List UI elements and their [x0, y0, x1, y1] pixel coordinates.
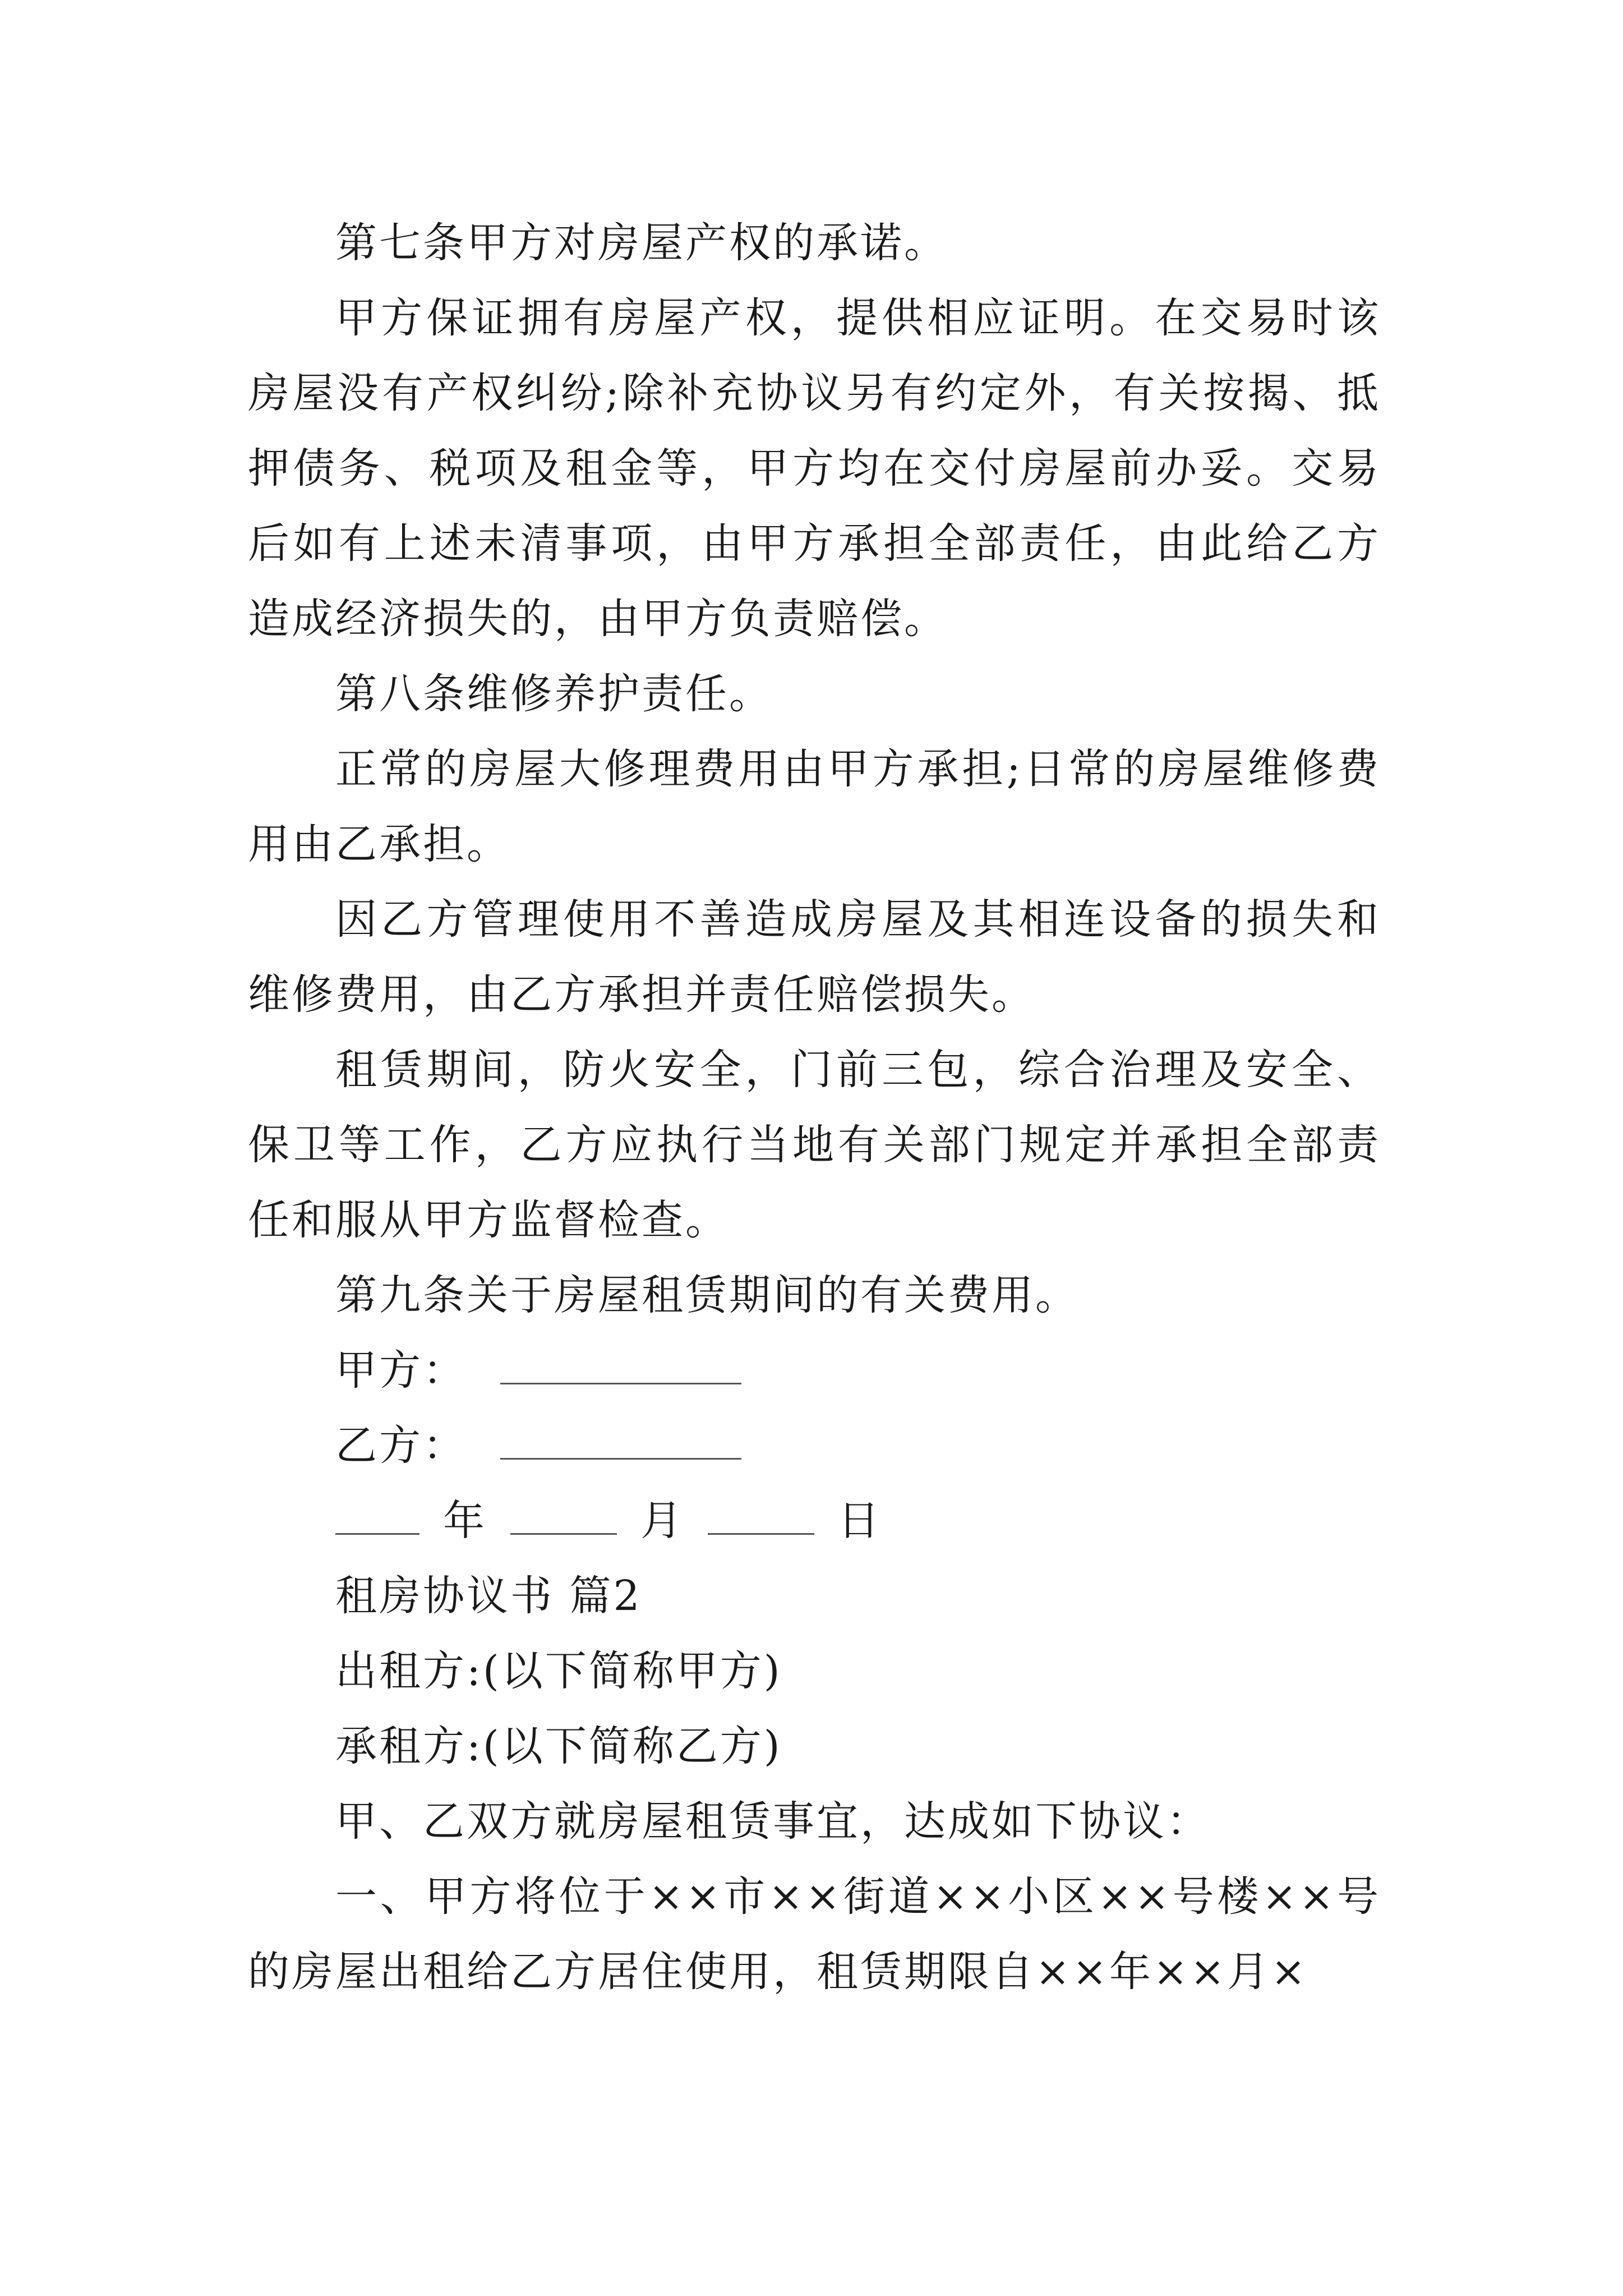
day-blank: [708, 1501, 814, 1535]
year-blank: [335, 1501, 419, 1535]
article-8-body-1: 正常的房屋大修理费用由甲方承担;日常的房屋维修费用由乙承担。: [248, 745, 1381, 868]
party-b-label: 乙方：: [335, 1421, 467, 1470]
date-line: [248, 1483, 1381, 1558]
party-b-signature-line: [248, 1408, 1381, 1483]
party-b-blank: [500, 1425, 741, 1460]
article-8-heading: 第八条维修养护责任。: [335, 670, 773, 718]
lessee-line: 承租方:(以下简称乙方): [335, 1722, 782, 1770]
party-a-signature-line: [248, 1333, 1381, 1408]
clause-1: 一、甲方将位于××市××街道××小区××号楼××号的房屋出租给乙方居住使用，租赁期限自××年××月×: [248, 1872, 1381, 1996]
article-8-body-3: 租赁期间，防火安全，门前三包，综合治理及安全、保卫等工作，乙方应执行当地有关部门规定并承担全部责任和服从甲方监督检查。: [248, 1046, 1381, 1244]
article-9-heading: 第九条关于房屋租赁期间的有关费用。: [335, 1271, 1079, 1319]
agreement-intro: 甲、乙双方就房屋租赁事宜，达成如下协议：: [335, 1797, 1210, 1846]
lessor-line: 出租方:(以下简称甲方): [335, 1647, 782, 1695]
party-a-label: 甲方：: [335, 1346, 467, 1395]
document-body: [248, 205, 1381, 2009]
party-a-blank: [500, 1350, 741, 1384]
day-label: 日: [838, 1497, 882, 1545]
year-label: 年: [443, 1497, 487, 1545]
section-2-title: 租房协议书 篇2: [335, 1572, 642, 1620]
month-blank: [510, 1501, 617, 1535]
article-7-body: 甲方保证拥有房屋产权，提供相应证明。在交易时该房屋没有产权纠纷;除补充协议另有约定外，有关按揭、抵押债务、税项及租金等，甲方均在交付房屋前办妥。交易后如有上述未清事项，由甲方承担全部责任，由此给乙方造成经济损失的，由甲方负责赔偿。: [248, 294, 1381, 643]
article-7-heading: 第七条甲方对房屋产权的承诺。: [335, 219, 948, 267]
article-8-body-2: 因乙方管理使用不善造成房屋及其相连设备的损失和维修费用，由乙方承担并责任赔偿损失。: [248, 895, 1381, 1019]
month-label: 月: [640, 1497, 684, 1545]
